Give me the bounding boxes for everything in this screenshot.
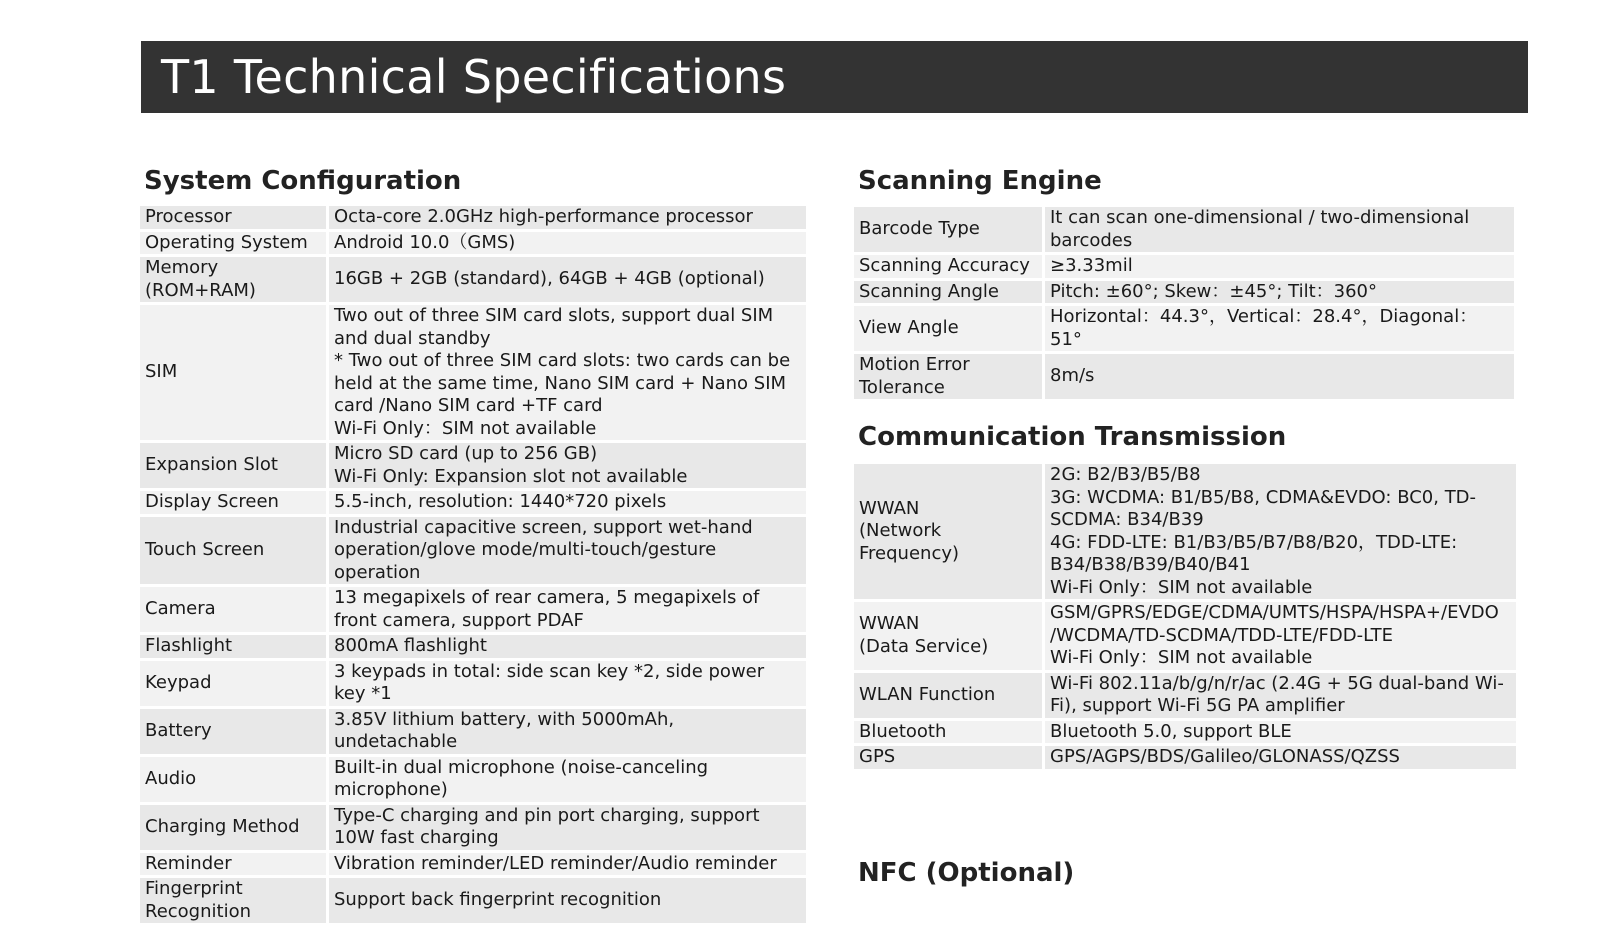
spec-key: Scanning Accuracy xyxy=(854,255,1042,278)
spec-row xyxy=(854,746,1516,769)
spec-value: GPS/AGPS/BDS/Galileo/GLONASS/QZSS xyxy=(1045,746,1516,769)
spec-row xyxy=(140,443,806,488)
spec-key: WLAN Function xyxy=(854,673,1042,718)
section-heading-system: System Configuration xyxy=(144,166,462,196)
spec-key: Camera xyxy=(140,587,326,632)
spec-row xyxy=(140,517,806,585)
spec-value: Industrial capacitive screen, support wet-hand operation/glove mode/multi-touch/gesture operation xyxy=(329,517,806,585)
spec-value: Micro SD card (up to 256 GB) Wi-Fi Only: Expansion slot not available xyxy=(329,443,806,488)
spec-key: Memory (ROM+RAM) xyxy=(140,257,326,302)
spec-value: Support back fingerprint recognition xyxy=(329,878,806,923)
spec-value: GSM/GPRS/EDGE/CDMA/UMTS/HSPA/HSPA+/EVDO /WCDMA/TD-SCDMA/TDD-LTE/FDD-LTE Wi-Fi Only：SIM not available xyxy=(1045,602,1516,670)
spec-row xyxy=(854,602,1516,670)
spec-row xyxy=(854,255,1514,278)
spec-key: Barcode Type xyxy=(854,207,1042,252)
spec-row xyxy=(140,635,806,658)
spec-value: 13 megapixels of rear camera, 5 megapixels of front camera, support PDAF xyxy=(329,587,806,632)
spec-row xyxy=(854,281,1514,304)
spec-row xyxy=(854,207,1514,252)
spec-row xyxy=(140,257,806,302)
system-spec-table xyxy=(137,203,809,926)
section-heading-nfc: NFC (Optional) xyxy=(858,858,1075,888)
spec-key: SIM xyxy=(140,305,326,440)
spec-key: Battery xyxy=(140,709,326,754)
spec-value: Type-C charging and pin port charging, support 10W fast charging xyxy=(329,805,806,850)
spec-value: Built-in dual microphone (noise-canceling microphone) xyxy=(329,757,806,802)
spec-row xyxy=(140,232,806,255)
spec-row xyxy=(140,853,806,876)
spec-row xyxy=(854,464,1516,599)
spec-row xyxy=(140,305,806,440)
spec-row xyxy=(140,661,806,706)
spec-value: ≥3.33mil xyxy=(1045,255,1514,278)
spec-key: Fingerprint Recognition xyxy=(140,878,326,923)
spec-row xyxy=(140,206,806,229)
spec-value: 16GB + 2GB (standard), 64GB + 4GB (optional) xyxy=(329,257,806,302)
spec-value: 3 keypads in total: side scan key *2, side power key *1 xyxy=(329,661,806,706)
spec-key: Expansion Slot xyxy=(140,443,326,488)
spec-value: 8m/s xyxy=(1045,354,1514,399)
spec-key: Audio xyxy=(140,757,326,802)
spec-key: Touch Screen xyxy=(140,517,326,585)
spec-key: Bluetooth xyxy=(854,721,1042,744)
spec-key: Scanning Angle xyxy=(854,281,1042,304)
spec-row xyxy=(140,587,806,632)
page-title: T1 Technical Specifications xyxy=(141,41,1528,113)
spec-value: 3.85V lithium battery, with 5000mAh, undetachable xyxy=(329,709,806,754)
spec-key: Flashlight xyxy=(140,635,326,658)
communication-spec-table xyxy=(851,461,1519,772)
spec-value: 800mA flashlight xyxy=(329,635,806,658)
spec-key: WWAN (Network Frequency) xyxy=(854,464,1042,599)
spec-key: Motion Error Tolerance xyxy=(854,354,1042,399)
spec-value: Vibration reminder/LED reminder/Audio reminder xyxy=(329,853,806,876)
scanning-spec-table xyxy=(851,204,1517,402)
section-heading-communication: Communication Transmission xyxy=(858,422,1287,452)
spec-row xyxy=(854,354,1514,399)
spec-row xyxy=(140,805,806,850)
spec-value: Wi-Fi 802.11a/b/g/n/r/ac (2.4G + 5G dual-band Wi-Fi), support Wi-Fi 5G PA amplifier xyxy=(1045,673,1516,718)
section-heading-scanning: Scanning Engine xyxy=(858,166,1102,196)
spec-key: Reminder xyxy=(140,853,326,876)
spec-row xyxy=(854,306,1514,351)
spec-key: Display Screen xyxy=(140,491,326,514)
spec-value: Bluetooth 5.0, support BLE xyxy=(1045,721,1516,744)
spec-value: Two out of three SIM card slots, support dual SIM and dual standby * Two out of three SIM card slots: two cards can be held at the same time, Nano SIM card + Nano SIM card /Nano SIM card +TF card Wi-Fi Only：SIM not available xyxy=(329,305,806,440)
spec-value: It can scan one-dimensional / two-dimensional barcodes xyxy=(1045,207,1514,252)
spec-key: Charging Method xyxy=(140,805,326,850)
spec-value: Horizontal：44.3°，Vertical：28.4°，Diagonal：51° xyxy=(1045,306,1514,351)
spec-value: 2G: B2/B3/B5/B8 3G: WCDMA: B1/B5/B8, CDMA&EVDO: BC0, TD-SCDMA: B34/B39 4G: FDD-LTE: B1/B3/B5/B7/B8/B20，TDD-LTE: B34/B38/B39/B40/B41 Wi-Fi Only：SIM not available xyxy=(1045,464,1516,599)
spec-row xyxy=(140,709,806,754)
spec-key: GPS xyxy=(854,746,1042,769)
spec-value: 5.5-inch, resolution: 1440*720 pixels xyxy=(329,491,806,514)
spec-key: View Angle xyxy=(854,306,1042,351)
spec-key: Keypad xyxy=(140,661,326,706)
spec-row xyxy=(140,757,806,802)
spec-value: Pitch: ±60°; Skew：±45°; Tilt：360° xyxy=(1045,281,1514,304)
spec-key: Operating System xyxy=(140,232,326,255)
spec-row xyxy=(140,491,806,514)
spec-key: Processor xyxy=(140,206,326,229)
spec-key: WWAN (Data Service) xyxy=(854,602,1042,670)
spec-value: Octa-core 2.0GHz high-performance processor xyxy=(329,206,806,229)
spec-row xyxy=(854,673,1516,718)
spec-value: Android 10.0（GMS) xyxy=(329,232,806,255)
spec-row xyxy=(854,721,1516,744)
